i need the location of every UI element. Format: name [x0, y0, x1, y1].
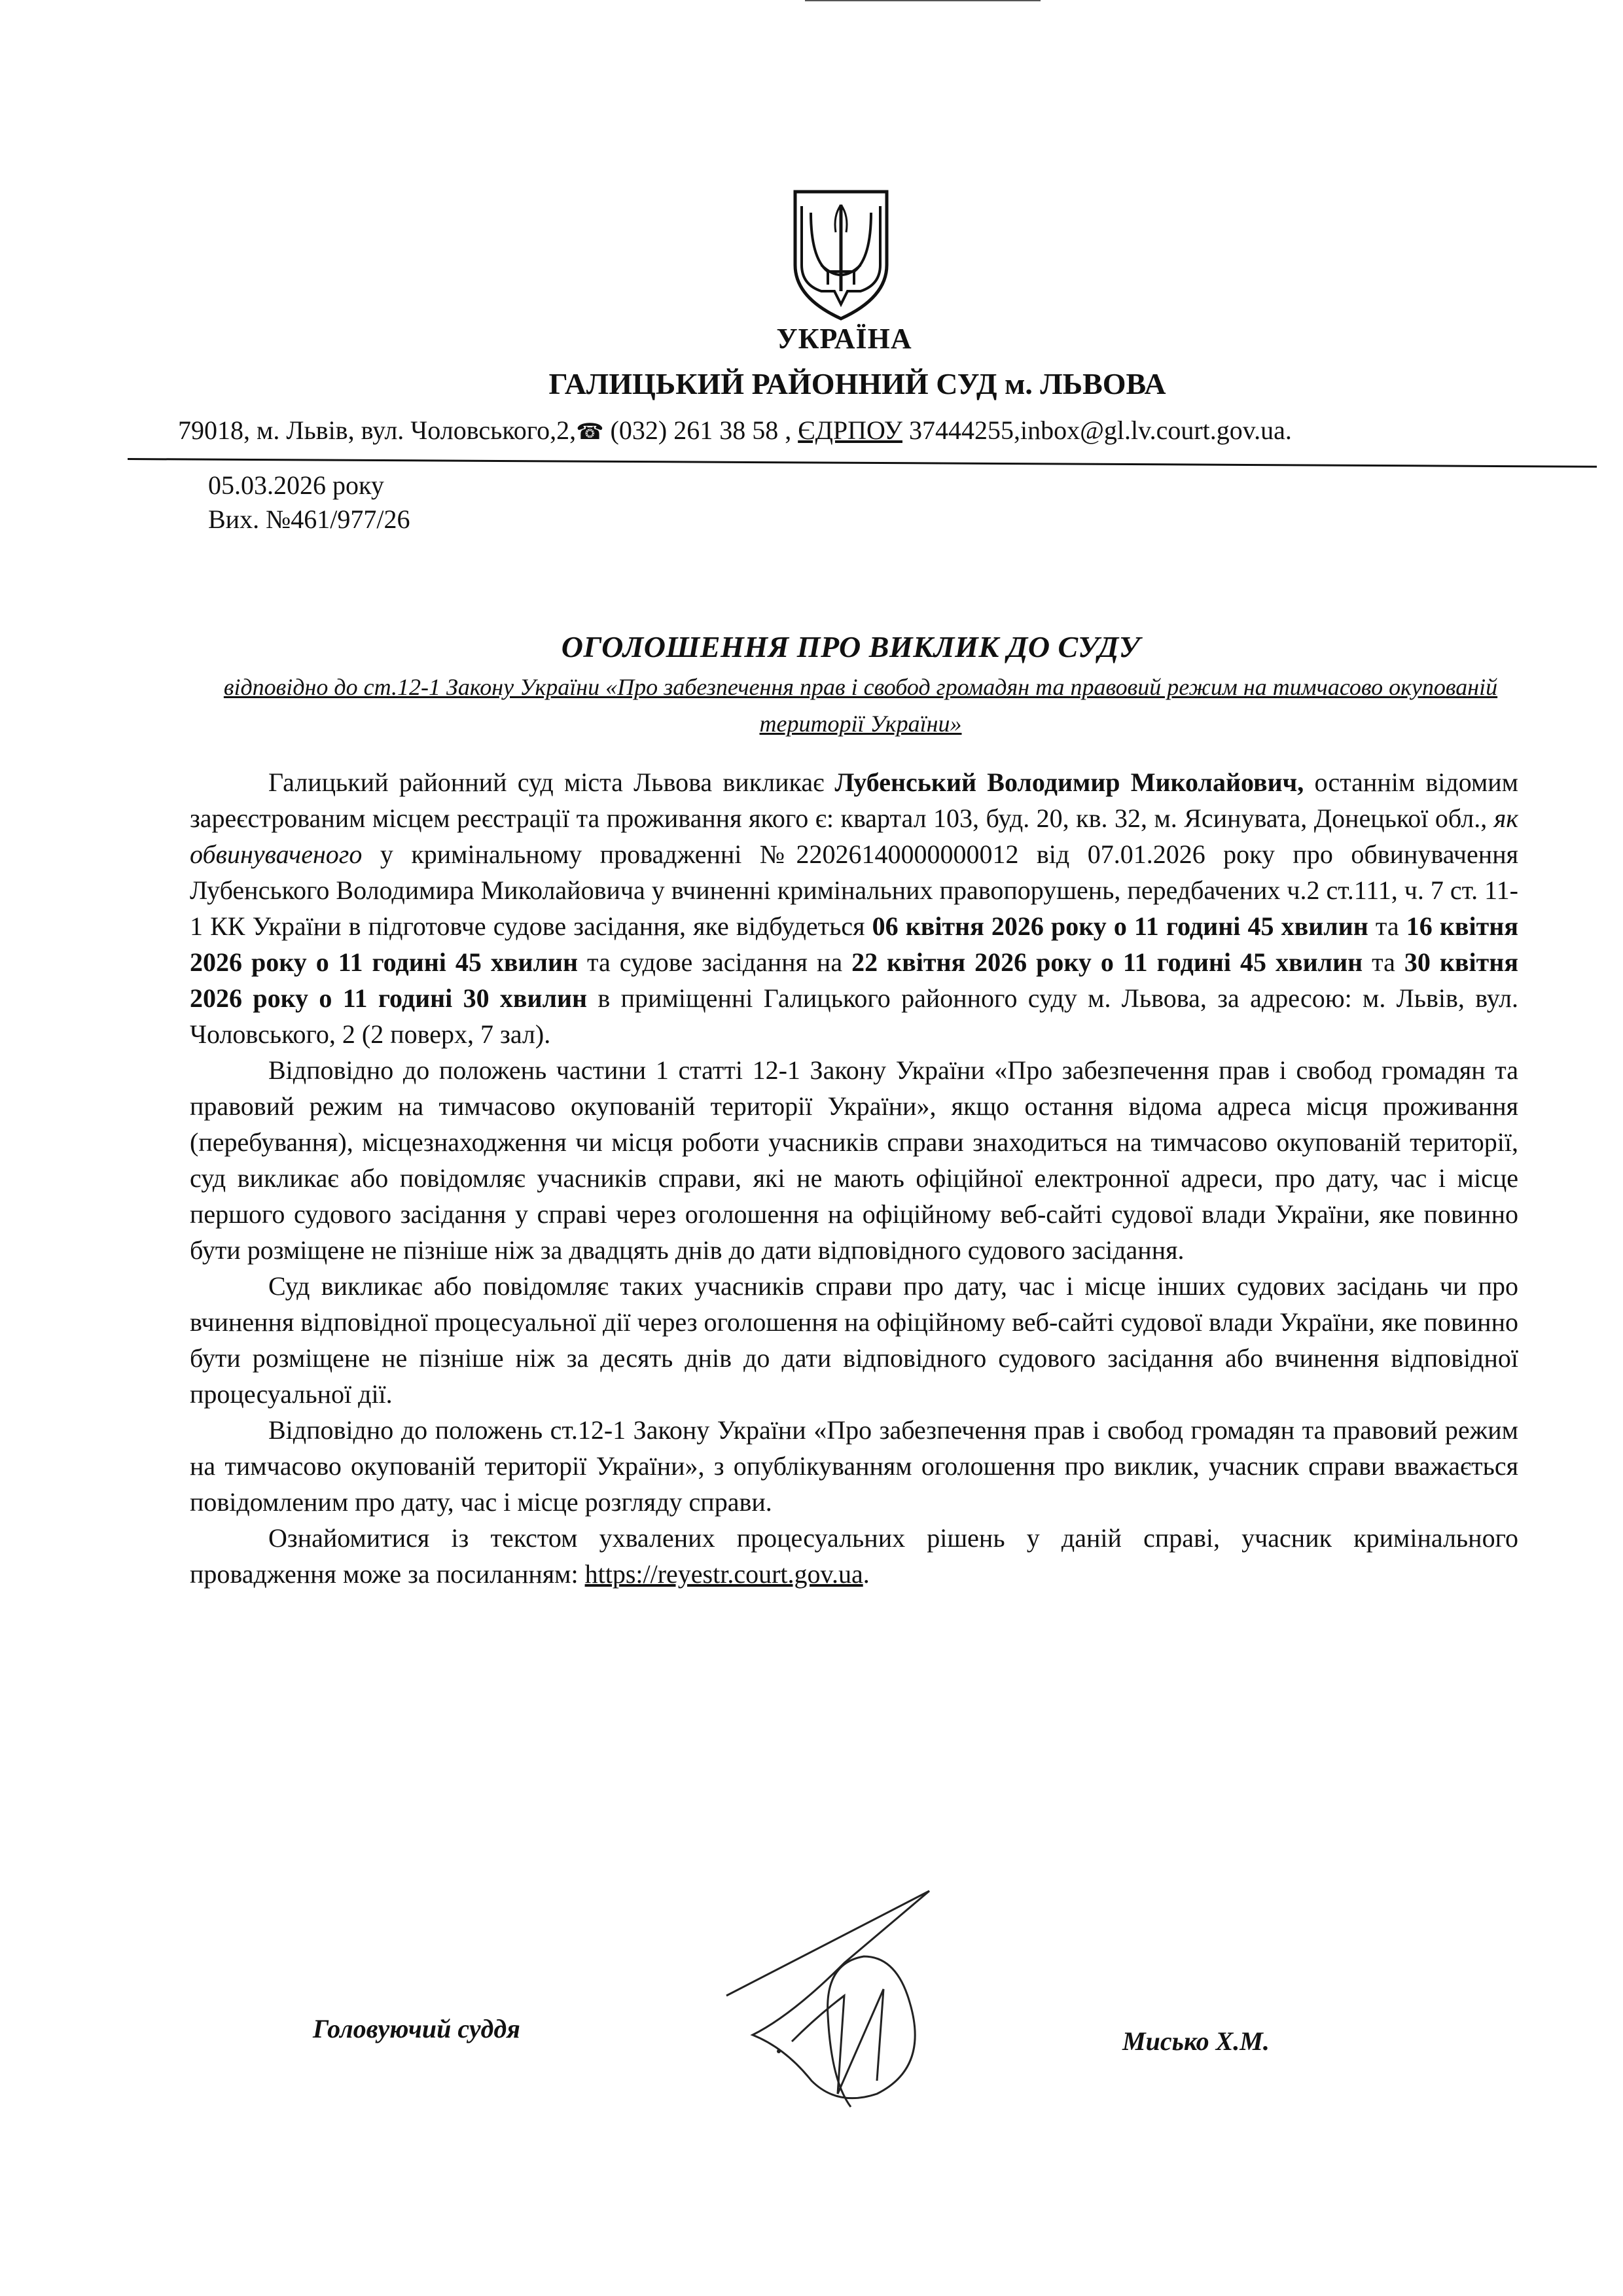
court-contacts	[178, 415, 1585, 446]
telephone-icon: ☎	[576, 420, 604, 444]
notice-subtitle: відповідно до ст.12-1 Закону України «Про забезпечення прав і свобод громадян та правовий режим на тимчасово окупованій території України»	[223, 674, 1498, 737]
document-date: 05.03.2026 року	[208, 470, 384, 500]
judge-name: Мисько Х.М.	[1122, 2026, 1270, 2056]
defendant-name: Лубенський Володимир Миколайович,	[834, 768, 1304, 797]
paragraph-law-2: Суд викликає або повідомляє таких учасників справи про дату, час і місце інших судових засідань чи про вчинення відповідної процесуальної дії через оголошення на офіційному веб-сайті судової влади України, яке повинно бути розміщене не пізніше ніж за десять днів до дати відповідного судового засідання або вчинення відповідної процесуальної дії.	[190, 1271, 1518, 1409]
notice-title: ОГОЛОШЕННЯ ПРО ВИКЛИК ДО СУДУ	[561, 630, 1141, 663]
handwritten-signature	[713, 1884, 988, 2120]
court-phone: (032) 261 38 58 ,	[610, 415, 792, 445]
presiding-judge-label: Головуючий суддя	[313, 2014, 520, 2043]
court-heading: ГАЛИЦЬКИЙ РАЙОННИЙ СУД м. ЛЬВОВА	[548, 367, 1166, 400]
header-divider	[128, 458, 1597, 468]
registry-link[interactable]: https://reyestr.court.gov.ua	[584, 1559, 863, 1589]
hearing-date-4: 30 квітня 2026 року о 11 годині 30 хвилин	[190, 947, 1518, 1013]
court-address: 79018, м. Львів, вул. Чоловського,2,	[178, 415, 577, 445]
paragraph-registry: Ознайомитися із текстом ухвалених процесуальних рішень у даній справі, учасник кримінального провадження може за посиланням: https://reyestr.court.gov.ua.	[190, 1523, 1518, 1589]
notice-body	[190, 764, 1518, 1592]
paragraph-law-1: Відповідно до положень частини 1 статті 12-1 Закону України «Про забезпечення прав і свобод громадян та правовий режим на тимчасово окупованій території України», якщо остання відома адреса місця проживання (перебування), місцезнаходження чи місця роботи учасників справи знаходиться на тимчасово окупованій території, суд викликає або повідомляє учасників справи, які не мають офіційної електронної адреси, про дату, час і місце першого судового засідання у справі через оголошення на офіційному веб-сайті судової влади України, яке повинно бути розміщене не пізніше ніж за двадцять днів до дати відповідного судового засідання.	[190, 1055, 1518, 1265]
paragraph-summons: Галицький районний суд міста Львова викликає Лубенський Володимир Миколайович, останнім відомим зареєстрованим місцем реєстрації та проживання якого є: квартал 103, буд. 20, кв. 32, м. Ясинувата, Донецької обл., як обвинуваченого у кримінальному провадженні №22026140000000012 від 07.01.2026 року про обвинувачення Лубенського Володимира Миколайовича у вчиненні кримінальних правопорушень, передбачених ч.2 ст.111, ч. 7 ст. 11-1 КК України в підготовче судове засідання, яке відбудеться 06 квітня 2026 року о 11 годині 45 хвилин та 16 квітня 2026 року о 11 годині 45 хвилин та судове засідання на 22 квітня 2026 року о 11 годині 45 хвилин та 30 квітня 2026 року о 11 годині 30 хвилин в приміщенні Галицького районного суду м. Львова, за адресою: м. Львів, вул. Чоловського, 2 (2 поверх, 7 зал).	[190, 768, 1518, 1049]
hearing-date-3: 22 квітня 2026 року о 11 годині 45 хвилин	[851, 947, 1363, 977]
trident-coat-of-arms-icon	[782, 186, 900, 324]
edrpou-label: ЄДРПОУ	[798, 415, 902, 445]
hearing-date-1: 06 квітня 2026 року о 11 годині 45 хвилин	[872, 911, 1368, 941]
outgoing-number: Вих. №461/977/26	[208, 504, 410, 534]
hearing-date-2: 16 квітня 2026 року о 11 годині 45 хвилин	[190, 911, 1518, 977]
paragraph-law-3: Відповідно до положень ст.12-1 Закону України «Про забезпечення прав і свобод громадян та правовий режим на тимчасово окупованій території України», з опублікуванням оголошення про виклик, учасник справи вважається повідомленим про дату, час і місце розгляду справи.	[190, 1415, 1518, 1517]
country-heading: УКРАЇНА	[776, 323, 912, 355]
procedural-role: як обвинуваченого	[190, 804, 1518, 869]
edrpou-email: 37444255,inbox@gl.lv.court.gov.ua.	[902, 415, 1292, 445]
scan-artifact-line	[805, 0, 1041, 1]
